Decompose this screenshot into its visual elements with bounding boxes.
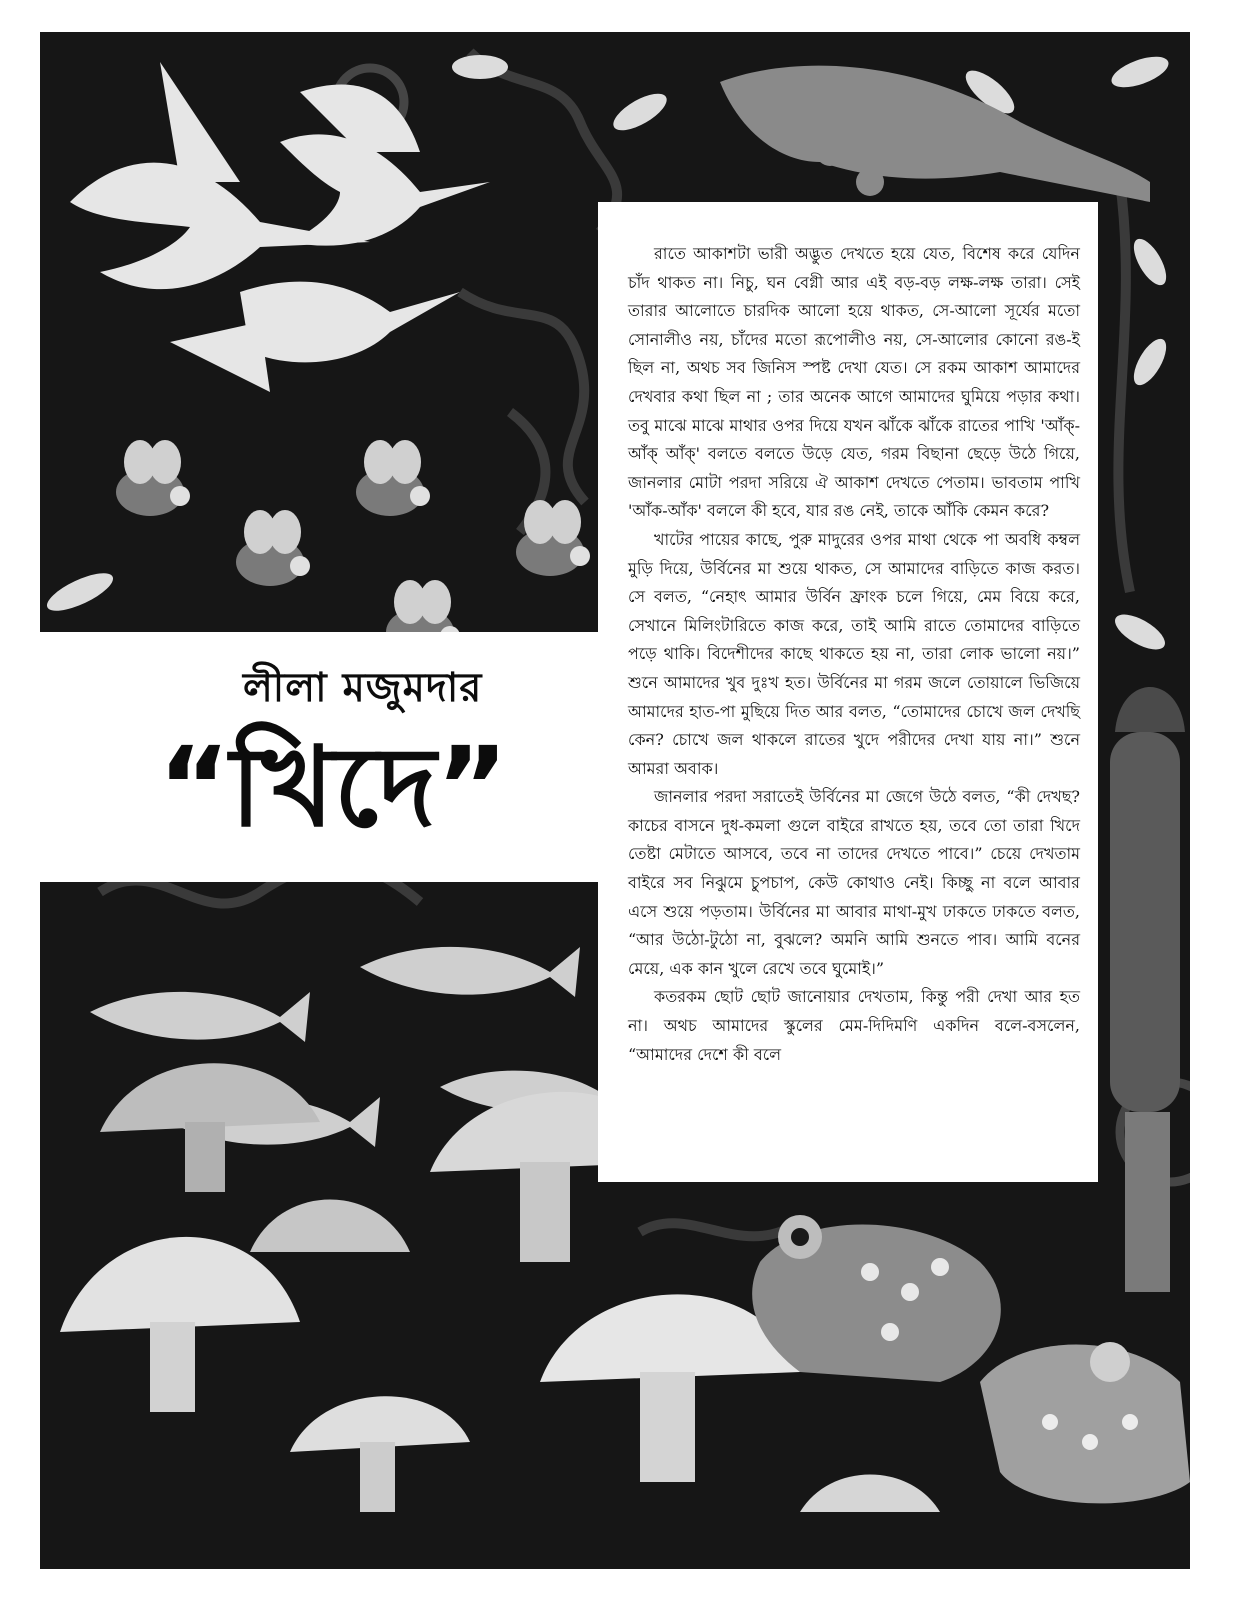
paragraph: রাতে আকাশটা ভারী অদ্ভুত দেখতে হয়ে যেত, বিশেষ করে যেদিন চাঁদ থাকত না। নিচু, ঘন বেগ্নী আর এই বড়-বড় লক্ষ-লক্ষ তারা। সেই তারার আলোতে চারদিক আলো হয়ে থাকত, সে-আলো সূর্যের মতো সোনালীও নয়, চাঁদের মতো রূপোলীও নয়, সে-আলোর কোনো রঙ-ই ছিল না, অথচ সব জিনিস স্পষ্ট দেখা যেত। সে রকম আকাশ আমাদের দেখবার কথা ছিল না ; তার অনেক আগে আমাদের ঘুমিয়ে পড়ার কথা। তবু মাঝে মাঝে মাথার ওপর দিয়ে যখন ঝাঁকে ঝাঁকে রাতের পাখি 'আঁক্-আঁক্ আঁক্' বলতে বলতে উড়ে যেত, গরম বিছানা ছেড়ে উঠে গিয়ে, জানলার মোটা পরদা সরিয়ে ঐ আকাশ দেখতে পেতাম। ভাবতাম পাখি 'আঁক-আঁক' বললে কী হবে, যার রঙ নেই, তাকে আঁকি কেমন করে? bbox=[628, 244, 1080, 521]
story-text-panel bbox=[598, 202, 1098, 1182]
story-title: “খিদে” bbox=[158, 723, 509, 851]
author-name: লীলা মজুমদার bbox=[243, 665, 483, 711]
paragraph: খাটের পায়ের কাছে, পুরু মাদুরের ওপর মাথা থেকে পা অবধি কম্বল মুড়ি দিয়ে, উর্বিনের মা শুয়ে থাকত, সে আমাদের বাড়িতে কাজ করত। সে বলত, “নেহাৎ আমার উর্বিন ফ্রাংক চলে গিয়ে, মেম বিয়ে করে, সেখানে মিলিংটারিতে কাজ করে, তাই আমি রাতে তোমাদের বাড়িতে পড়ে থাকি। বিদেশীদের কাছে থাকতে হয় না, তারা লোক ভালো নয়।” শুনে আমাদের খুব দুঃখ হত। উর্বিনের মা গরম জলে তোয়ালে ভিজিয়ে আমাদের হাত-পা মুছিয়ে দিত আর বলত, “তোমাদের চোখে জল দেখছি কেন? চোখে জল থাকলে রাতের খুদে পরীদের দেখা যায় না।” শুনে আমরা অবাক। bbox=[628, 529, 1080, 778]
paragraph: কতরকম ছোট ছোট জানোয়ার দেখতাম, কিন্তু পরী দেখা আর হত না। অথচ আমাদের স্কুলের মেম-দিদিমণি একদিন বলে-বসলেন, “আমাদের দেশে কী বলে bbox=[628, 987, 1080, 1064]
paragraph: জানলার পরদা সরাতেই উর্বিনের মা জেগে উঠে বলত, “কী দেখছ? কাচের বাসনে দুধ-কমলা গুলে বাইরে রাখতে হয়, তবে তো তারা খিদে তেষ্টা মেটাতে আসবে, তবে না তাদের দেখতে পাবে।” চেয়ে দেখতাম বাইরে সব নিঝুমে চুপচাপ, কেউ কোথাও নেই। কিচ্ছু না বলে আবার এসে শুয়ে পড়তাম। উর্বিনের মা আবার মাথা-মুখ ঢাকতে ঢাকতে বলত, “আর উঠো-টুঠো না, বুঝলে? অমনি আমি শুনতে পাব। আমি বনের মেয়ে, এক কান খুলে রেখে তবে ঘুমোই।” bbox=[628, 787, 1080, 978]
magazine-page bbox=[40, 32, 1190, 1569]
